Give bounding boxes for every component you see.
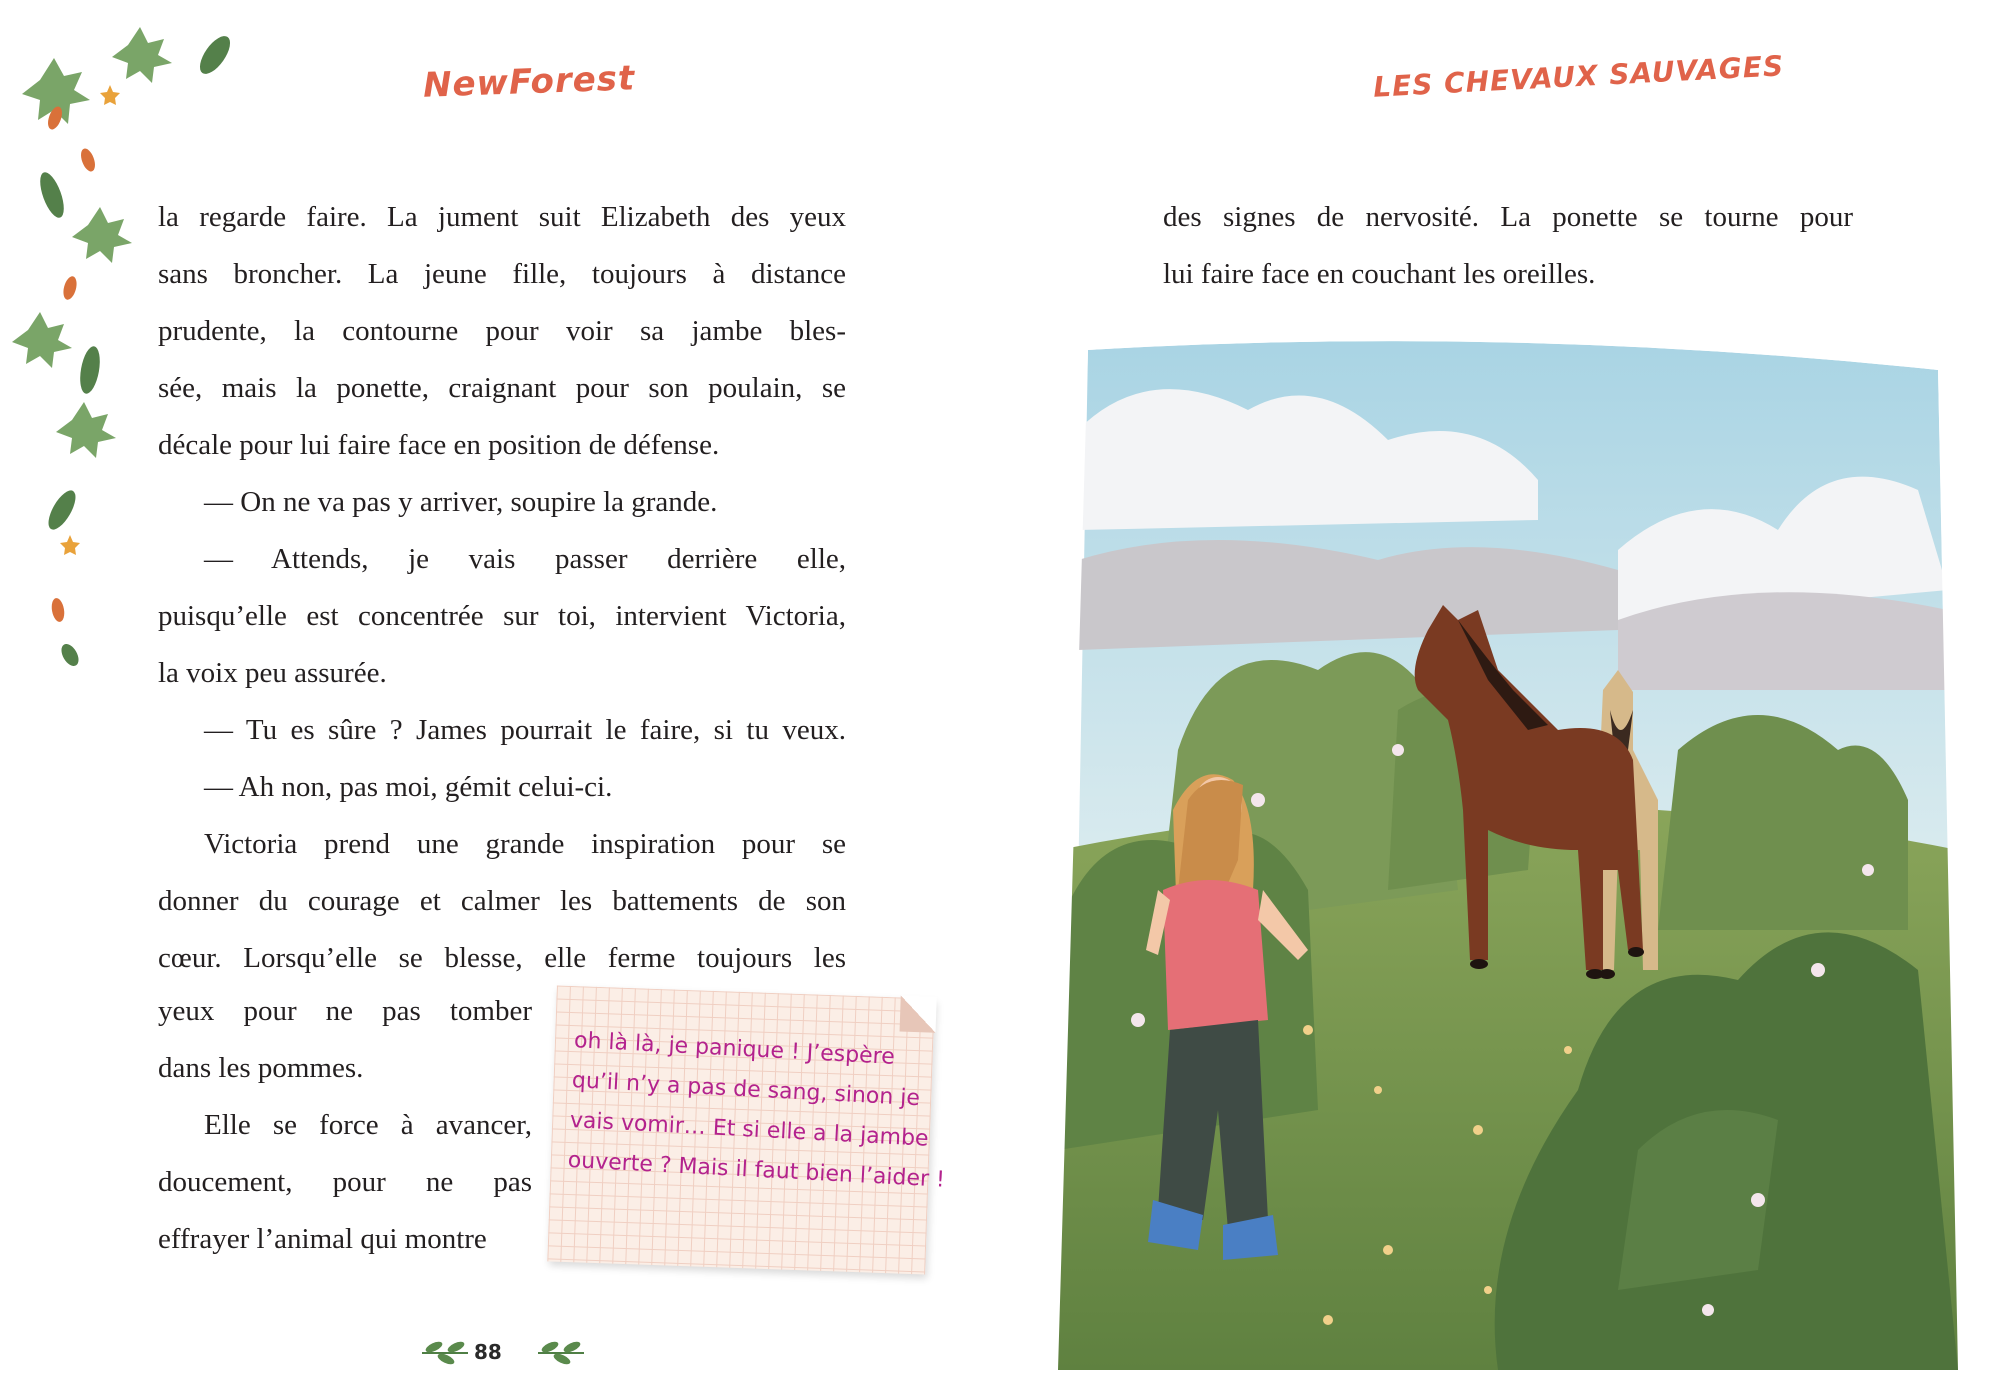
text-line: donner du courage et calmer les battements de son (158, 885, 846, 917)
text-line: — Attends, je vais passer derrière elle, (204, 543, 846, 575)
left-body-text (158, 189, 846, 987)
text-line: — On ne va pas y arriver, soupire la grande. (204, 486, 718, 518)
running-head-book-title: LES CHEVAUX SAUVAGES (1372, 49, 1785, 104)
left-page (0, 0, 1003, 1400)
text-line: sée, mais la ponette, craignant pour son poulain, se (158, 372, 846, 404)
running-head-series-title: NewForest (422, 58, 636, 106)
text-line: puisqu’elle est concentrée sur toi, intervient Victoria, (158, 600, 846, 632)
text-line: yeux pour ne pas tomber (158, 995, 532, 1027)
note-handwritten-text (567, 1021, 946, 1199)
text-line: cœur. Lorsqu’elle se blesse, elle ferme toujours les (158, 942, 846, 974)
text-line: — Ah non, pas moi, gémit celui-ci. (204, 771, 613, 803)
text-line: doucement, pour ne pas (158, 1166, 532, 1198)
girl-and-wild-horses-illustration (1058, 330, 1958, 1370)
note-line: vais vomir… Et si elle a la jambe (569, 1107, 930, 1152)
text-line: sans broncher. La jeune fille, toujours à distance (158, 258, 846, 290)
right-body-text (1163, 189, 1853, 303)
note-line: ouverte ? Mais il faut bien l’aider ! (567, 1147, 946, 1193)
right-page (1003, 0, 2007, 1400)
text-line: effrayer l’animal qui montre (158, 1223, 487, 1255)
text-line: Victoria prend une grande inspiration pour se (204, 828, 846, 860)
text-line: — Tu es sûre ? James pourrait le faire, si tu veux. (204, 714, 846, 746)
text-line: la regarde faire. La jument suit Elizabeth des yeux (158, 201, 846, 233)
leaf-sprig-icon (420, 1338, 470, 1368)
text-line: Elle se force à avancer, (204, 1109, 532, 1141)
text-line: dans les pommes. (158, 1052, 364, 1084)
note-line: qu’il n’y a pas de sang, sinon je (571, 1068, 921, 1112)
page-number: 88 (474, 1340, 502, 1364)
text-line: la voix peu assurée. (158, 657, 387, 689)
thought-note-card (547, 985, 946, 1274)
text-line: prudente, la contourne pour voir sa jambe bles- (158, 315, 846, 347)
note-folded-corner (900, 995, 937, 1032)
text-line: lui faire face en couchant les oreilles. (1163, 258, 1596, 290)
text-line: des signes de nervosité. La ponette se tourne pour (1163, 201, 1853, 233)
text-line: décale pour lui faire face en position de défense. (158, 429, 720, 461)
leaf-sprig-icon (536, 1338, 586, 1368)
note-line: oh là là, je panique ! J’espère (573, 1028, 896, 1070)
left-narrow-text (158, 983, 532, 1268)
